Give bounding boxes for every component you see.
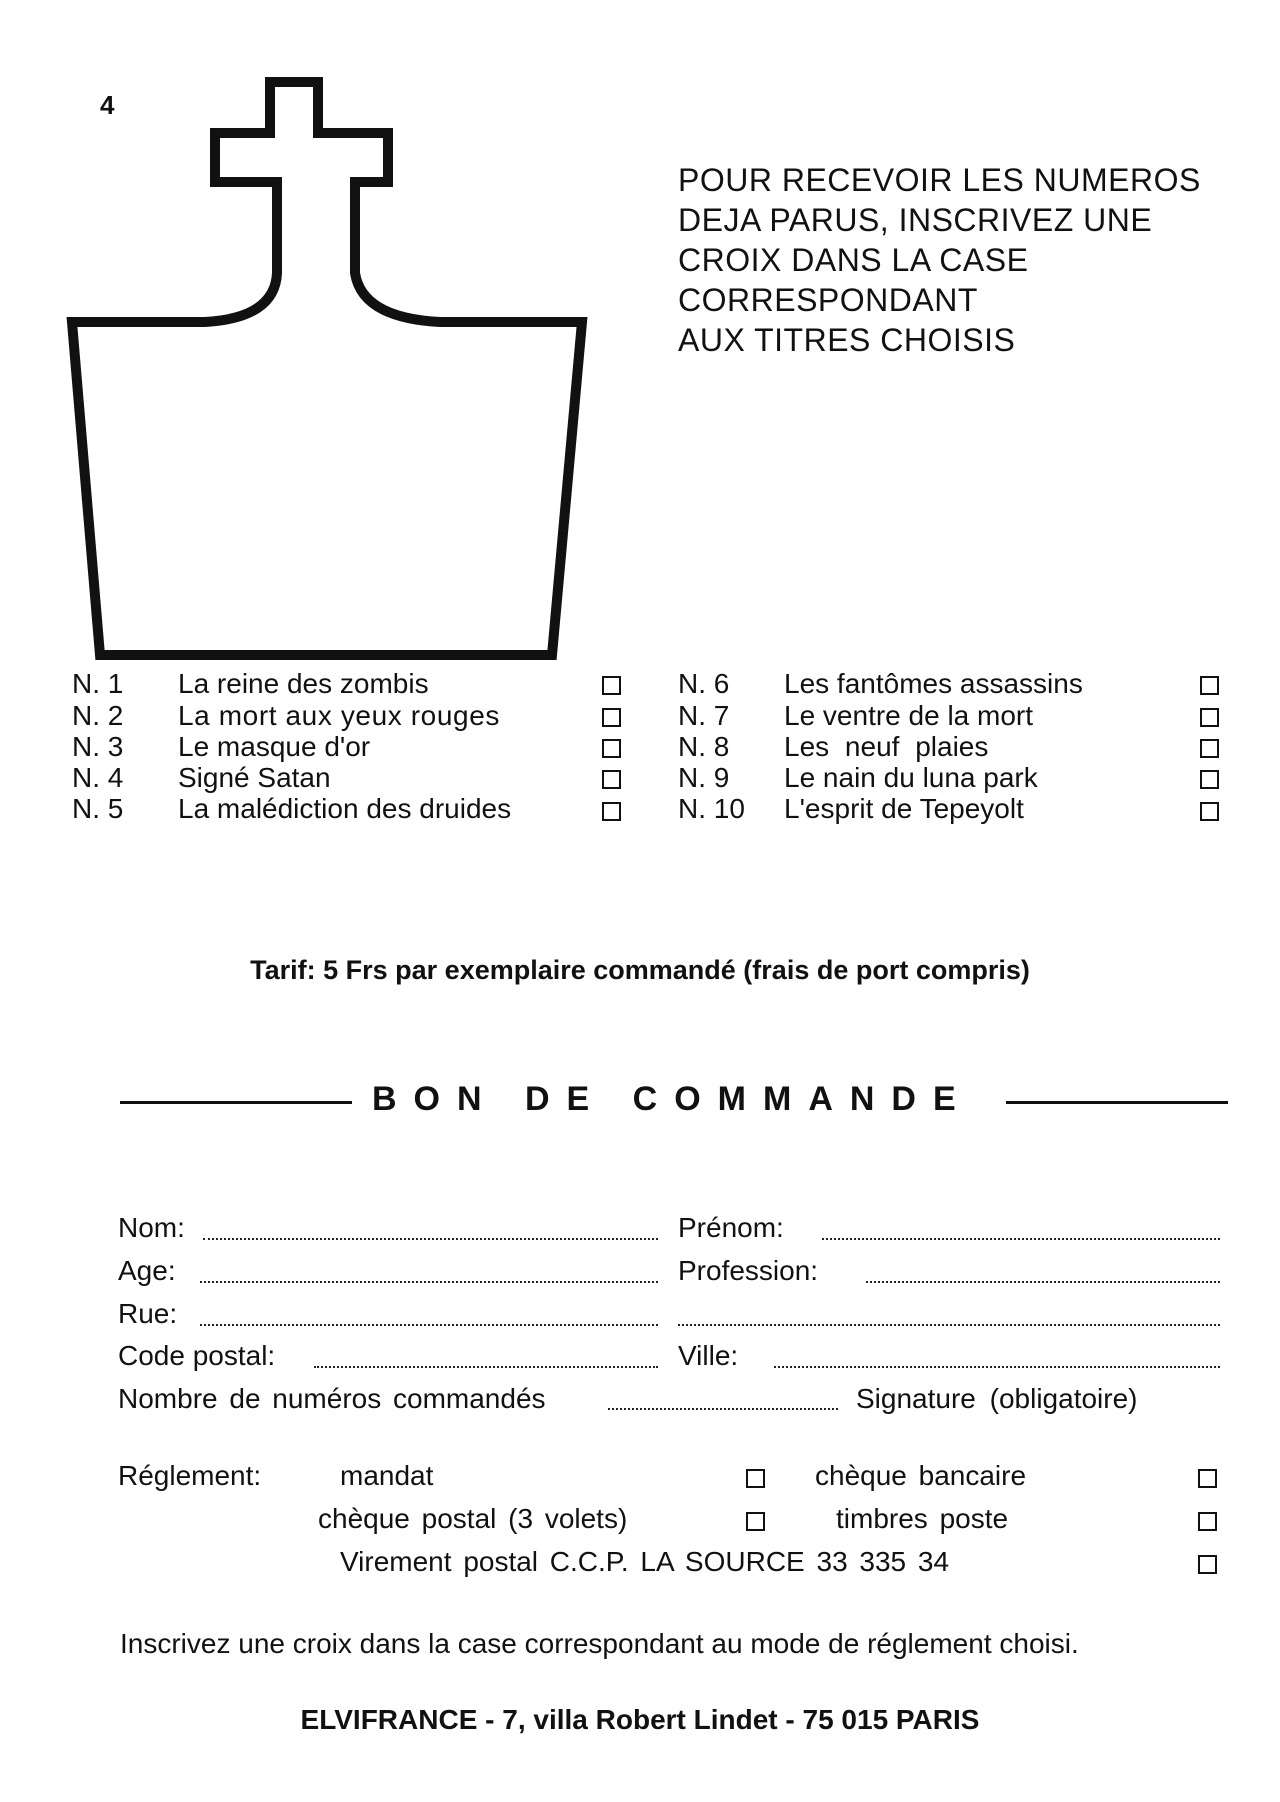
issue-number: N. 5: [72, 793, 124, 824]
intro-line: POUR RECEVOIR LES NUMEROS: [678, 162, 1201, 198]
virement-label: Virement postal C.C.P. LA SOURCE 33 335 34: [340, 1546, 950, 1577]
prenom-label: Prénom:: [678, 1212, 784, 1243]
issue-4-checkbox[interactable]: [602, 770, 621, 789]
mandat-label: mandat: [340, 1460, 434, 1491]
issue-8-checkbox[interactable]: [1200, 739, 1219, 758]
code-postal-field[interactable]: [314, 1366, 658, 1368]
issue-number: N. 1: [72, 668, 124, 699]
issue-title: Signé Satan: [178, 762, 331, 793]
nom-label: Nom:: [118, 1212, 185, 1243]
payment-instruction: Inscrivez une croix dans la case correspondant au mode de réglement choisi.: [120, 1628, 1079, 1659]
ville-label: Ville:: [678, 1340, 739, 1371]
issue-number: N. 3: [72, 731, 124, 762]
nombre-label: Nombre de numéros commandés: [118, 1383, 546, 1414]
issue-title: Le nain du luna park: [784, 762, 1038, 793]
publisher-address: ELVIFRANCE - 7, villa Robert Lindet - 75 015 PARIS: [300, 1704, 980, 1735]
issue-9-checkbox[interactable]: [1200, 770, 1219, 789]
timbres-checkbox[interactable]: [1198, 1512, 1217, 1531]
issue-number: N. 6: [678, 668, 730, 699]
issue-1-checkbox[interactable]: [602, 676, 621, 695]
virement-checkbox[interactable]: [1198, 1555, 1217, 1574]
issue-6-checkbox[interactable]: [1200, 676, 1219, 695]
issue-title: La mort aux yeux rouges: [178, 700, 500, 731]
nombre-field[interactable]: [608, 1408, 838, 1410]
nom-field[interactable]: [203, 1238, 658, 1240]
issue-2-checkbox[interactable]: [602, 708, 621, 727]
payment-label: Réglement:: [118, 1460, 262, 1491]
issue-number: N. 4: [72, 762, 124, 793]
intro-line: AUX TITRES CHOISIS: [678, 322, 1016, 358]
tombstone-cross-illustration: [0, 0, 640, 680]
issue-title: La reine des zombis: [178, 668, 429, 699]
issue-number: N. 8: [678, 731, 730, 762]
ville-field[interactable]: [774, 1366, 1220, 1368]
issue-title: Les neuf plaies: [784, 731, 989, 762]
header-rule-left: [120, 1101, 352, 1104]
price-note: Tarif: 5 Frs par exemplaire commandé (frais de port compris): [250, 955, 1030, 985]
order-form-title: BON DE COMMANDE: [372, 1080, 973, 1118]
issue-number: N. 7: [678, 700, 730, 731]
rue-field[interactable]: [200, 1324, 658, 1326]
issue-number: N. 10: [678, 793, 745, 824]
rue-label: Rue:: [118, 1298, 178, 1329]
issue-number: N. 2: [72, 700, 124, 731]
cheque-bancaire-checkbox[interactable]: [1198, 1469, 1217, 1488]
issue-7-checkbox[interactable]: [1200, 708, 1219, 727]
cheque-postal-label: chèque postal (3 volets): [318, 1503, 628, 1534]
page-number: 4: [100, 90, 115, 120]
intro-line: CROIX DANS LA CASE: [678, 242, 1029, 278]
issue-title: Le ventre de la mort: [784, 700, 1034, 731]
timbres-label: timbres poste: [836, 1503, 1009, 1534]
code-postal-label: Code postal:: [118, 1340, 276, 1371]
order-form-header: [120, 1080, 1228, 1124]
profession-field[interactable]: [866, 1281, 1220, 1283]
intro-line: CORRESPONDANT: [678, 282, 978, 318]
issue-3-checkbox[interactable]: [602, 739, 621, 758]
issue-title: L'esprit de Tepeyolt: [784, 793, 1024, 824]
header-rule-right: [1006, 1101, 1228, 1104]
age-field[interactable]: [200, 1281, 658, 1283]
rue-field-continued[interactable]: [678, 1324, 1220, 1326]
issue-5-checkbox[interactable]: [602, 802, 621, 821]
signature-label: Signature (obligatoire): [856, 1383, 1138, 1414]
prenom-field[interactable]: [822, 1238, 1220, 1240]
issue-number: N. 9: [678, 762, 730, 793]
profession-label: Profession:: [678, 1255, 819, 1286]
issue-title: Le masque d'or: [178, 731, 371, 762]
issue-title: Les fantômes assassins: [784, 668, 1083, 699]
cheque-postal-checkbox[interactable]: [746, 1512, 765, 1531]
intro-line: DEJA PARUS, INSCRIVEZ UNE: [678, 202, 1153, 238]
age-label: Age:: [118, 1255, 176, 1286]
cheque-bancaire-label: chèque bancaire: [815, 1460, 1027, 1491]
order-instructions-text: [678, 160, 1201, 360]
mandat-checkbox[interactable]: [746, 1469, 765, 1488]
issue-10-checkbox[interactable]: [1200, 802, 1219, 821]
issue-title: La malédiction des druides: [178, 793, 512, 824]
